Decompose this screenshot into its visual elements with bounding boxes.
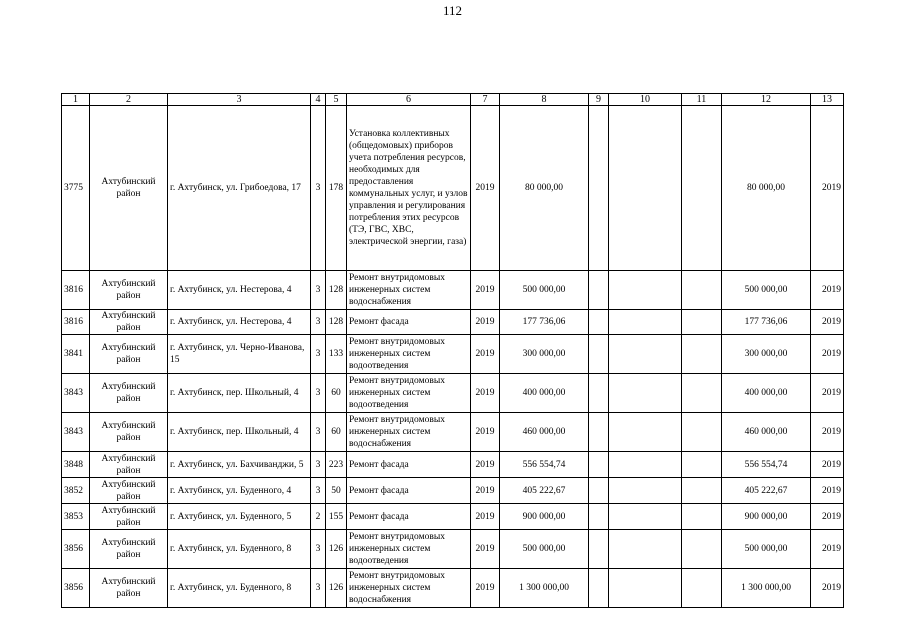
column-header-4: 4 — [311, 94, 326, 106]
floors-cell: 3 — [311, 335, 326, 374]
total-cost-cell: 80 000,00 — [500, 106, 589, 271]
address-cell: г. Ахтубинск, ул. Нестерова, 4 — [168, 310, 311, 335]
fund-cost-cell: 460 000,00 — [722, 413, 811, 452]
end-year-cell: 2019 — [811, 569, 844, 608]
col-11-cell — [682, 478, 722, 504]
column-header-8: 8 — [500, 94, 589, 106]
apartments-cell: 223 — [326, 452, 347, 478]
col-11-cell — [682, 374, 722, 413]
col-10-cell — [609, 504, 682, 530]
apartments-cell: 128 — [326, 310, 347, 335]
col-9-cell — [589, 504, 609, 530]
col-9-cell — [589, 478, 609, 504]
object-number-cell: 3843 — [62, 413, 90, 452]
column-header-6: 6 — [347, 94, 471, 106]
col-10-cell — [609, 271, 682, 310]
district-cell: Ахтубинский район — [90, 478, 168, 504]
column-header-1: 1 — [62, 94, 90, 106]
object-number-cell: 3856 — [62, 569, 90, 608]
end-year-cell: 2019 — [811, 310, 844, 335]
table-row — [62, 106, 844, 271]
fund-cost-cell: 1 300 000,00 — [722, 569, 811, 608]
end-year-cell: 2019 — [811, 530, 844, 569]
column-header-7: 7 — [471, 94, 500, 106]
table-row — [62, 374, 844, 413]
object-number-cell: 3853 — [62, 504, 90, 530]
column-header-9: 9 — [589, 94, 609, 106]
table-row — [62, 413, 844, 452]
total-cost-cell: 460 000,00 — [500, 413, 589, 452]
col-9-cell — [589, 452, 609, 478]
district-cell: Ахтубинский район — [90, 335, 168, 374]
col-10-cell — [609, 478, 682, 504]
repair-program-table — [61, 93, 844, 608]
apartments-cell: 128 — [326, 271, 347, 310]
work-type-cell: Ремонт фасада — [347, 478, 471, 504]
apartments-cell: 50 — [326, 478, 347, 504]
address-cell: г. Ахтубинск, ул. Буденного, 4 — [168, 478, 311, 504]
end-year-cell: 2019 — [811, 478, 844, 504]
start-year-cell: 2019 — [471, 530, 500, 569]
fund-cost-cell: 177 736,06 — [722, 310, 811, 335]
apartments-cell: 178 — [326, 106, 347, 271]
col-9-cell — [589, 271, 609, 310]
start-year-cell: 2019 — [471, 310, 500, 335]
total-cost-cell: 405 222,67 — [500, 478, 589, 504]
work-type-cell: Ремонт фасада — [347, 310, 471, 335]
end-year-cell: 2019 — [811, 374, 844, 413]
address-cell: г. Ахтубинск, ул. Буденного, 8 — [168, 569, 311, 608]
floors-cell: 3 — [311, 413, 326, 452]
page-number: 112 — [442, 3, 463, 18]
end-year-cell: 2019 — [811, 335, 844, 374]
district-cell: Ахтубинский район — [90, 569, 168, 608]
start-year-cell: 2019 — [471, 335, 500, 374]
object-number-cell: 3848 — [62, 452, 90, 478]
start-year-cell: 2019 — [471, 374, 500, 413]
total-cost-cell: 556 554,74 — [500, 452, 589, 478]
end-year-cell: 2019 — [811, 413, 844, 452]
object-number-cell: 3816 — [62, 310, 90, 335]
table-row — [62, 530, 844, 569]
fund-cost-cell: 500 000,00 — [722, 271, 811, 310]
floors-cell: 3 — [311, 106, 326, 271]
work-type-cell: Ремонт внутридомовых инженерных систем водоснабжения — [347, 271, 471, 310]
floors-cell: 3 — [311, 530, 326, 569]
address-cell: г. Ахтубинск, пер. Школьный, 4 — [168, 413, 311, 452]
address-cell: г. Ахтубинск, ул. Черно-Иванова, 15 — [168, 335, 311, 374]
table-row — [62, 452, 844, 478]
floors-cell: 3 — [311, 374, 326, 413]
col-11-cell — [682, 452, 722, 478]
start-year-cell: 2019 — [471, 478, 500, 504]
fund-cost-cell: 300 000,00 — [722, 335, 811, 374]
start-year-cell: 2019 — [471, 106, 500, 271]
object-number-cell: 3843 — [62, 374, 90, 413]
header-row — [62, 94, 844, 106]
apartments-cell: 155 — [326, 504, 347, 530]
col-10-cell — [609, 569, 682, 608]
address-cell: г. Ахтубинск, ул. Грибоедова, 17 — [168, 106, 311, 271]
total-cost-cell: 900 000,00 — [500, 504, 589, 530]
work-type-cell: Ремонт внутридомовых инженерных систем водоотведения — [347, 335, 471, 374]
col-11-cell — [682, 504, 722, 530]
address-cell: г. Ахтубинск, ул. Нестерова, 4 — [168, 271, 311, 310]
district-cell: Ахтубинский район — [90, 452, 168, 478]
col-10-cell — [609, 413, 682, 452]
district-cell: Ахтубинский район — [90, 106, 168, 271]
end-year-cell: 2019 — [811, 452, 844, 478]
col-10-cell — [609, 310, 682, 335]
district-cell: Ахтубинский район — [90, 530, 168, 569]
work-type-cell: Ремонт фасада — [347, 452, 471, 478]
object-number-cell: 3856 — [62, 530, 90, 569]
col-9-cell — [589, 530, 609, 569]
col-10-cell — [609, 106, 682, 271]
work-type-cell: Ремонт внутридомовых инженерных систем водоотведения — [347, 530, 471, 569]
floors-cell: 3 — [311, 569, 326, 608]
start-year-cell: 2019 — [471, 271, 500, 310]
col-9-cell — [589, 310, 609, 335]
total-cost-cell: 500 000,00 — [500, 530, 589, 569]
address-cell: г. Ахтубинск, пер. Школьный, 4 — [168, 374, 311, 413]
address-cell: г. Ахтубинск, ул. Бахчиванджи, 5 — [168, 452, 311, 478]
floors-cell: 3 — [311, 310, 326, 335]
address-cell: г. Ахтубинск, ул. Буденного, 8 — [168, 530, 311, 569]
object-number-cell: 3852 — [62, 478, 90, 504]
col-11-cell — [682, 271, 722, 310]
column-header-3: 3 — [168, 94, 311, 106]
floors-cell: 3 — [311, 271, 326, 310]
total-cost-cell: 177 736,06 — [500, 310, 589, 335]
total-cost-cell: 500 000,00 — [500, 271, 589, 310]
col-10-cell — [609, 530, 682, 569]
col-11-cell — [682, 569, 722, 608]
col-9-cell — [589, 335, 609, 374]
col-11-cell — [682, 106, 722, 271]
fund-cost-cell: 80 000,00 — [722, 106, 811, 271]
col-9-cell — [589, 374, 609, 413]
col-10-cell — [609, 335, 682, 374]
fund-cost-cell: 556 554,74 — [722, 452, 811, 478]
start-year-cell: 2019 — [471, 569, 500, 608]
column-header-5: 5 — [326, 94, 347, 106]
fund-cost-cell: 500 000,00 — [722, 530, 811, 569]
start-year-cell: 2019 — [471, 504, 500, 530]
total-cost-cell: 400 000,00 — [500, 374, 589, 413]
start-year-cell: 2019 — [471, 452, 500, 478]
apartments-cell: 60 — [326, 413, 347, 452]
work-type-cell: Ремонт внутридомовых инженерных систем водоснабжения — [347, 569, 471, 608]
table-row — [62, 271, 844, 310]
work-type-cell: Ремонт фасада — [347, 504, 471, 530]
work-type-cell: Установка коллективных (общедомовых) приборов учета потребления ресурсов, необходимых для предоставления коммунальных услуг, и узлов управления и регулирования потребления этих ресурсов (ТЭ, ГВС, ХВС, электрической энергии, газа) — [347, 106, 471, 271]
address-cell: г. Ахтубинск, ул. Буденного, 5 — [168, 504, 311, 530]
col-9-cell — [589, 106, 609, 271]
col-9-cell — [589, 569, 609, 608]
apartments-cell: 60 — [326, 374, 347, 413]
work-type-cell: Ремонт внутридомовых инженерных систем водоотведения — [347, 374, 471, 413]
floors-cell: 3 — [311, 452, 326, 478]
floors-cell: 2 — [311, 504, 326, 530]
end-year-cell: 2019 — [811, 271, 844, 310]
fund-cost-cell: 400 000,00 — [722, 374, 811, 413]
column-header-11: 11 — [682, 94, 722, 106]
work-type-cell: Ремонт внутридомовых инженерных систем водоснабжения — [347, 413, 471, 452]
col-9-cell — [589, 413, 609, 452]
col-11-cell — [682, 413, 722, 452]
district-cell: Ахтубинский район — [90, 374, 168, 413]
apartments-cell: 126 — [326, 569, 347, 608]
table-body — [62, 106, 844, 608]
table-row — [62, 478, 844, 504]
district-cell: Ахтубинский район — [90, 504, 168, 530]
district-cell: Ахтубинский район — [90, 413, 168, 452]
total-cost-cell: 300 000,00 — [500, 335, 589, 374]
fund-cost-cell: 900 000,00 — [722, 504, 811, 530]
fund-cost-cell: 405 222,67 — [722, 478, 811, 504]
end-year-cell: 2019 — [811, 504, 844, 530]
col-11-cell — [682, 310, 722, 335]
apartments-cell: 133 — [326, 335, 347, 374]
column-header-12: 12 — [722, 94, 811, 106]
col-11-cell — [682, 530, 722, 569]
district-cell: Ахтубинский район — [90, 310, 168, 335]
object-number-cell: 3841 — [62, 335, 90, 374]
object-number-cell: 3775 — [62, 106, 90, 271]
floors-cell: 3 — [311, 478, 326, 504]
table-row — [62, 310, 844, 335]
col-10-cell — [609, 452, 682, 478]
object-number-cell: 3816 — [62, 271, 90, 310]
district-cell: Ахтубинский район — [90, 271, 168, 310]
col-10-cell — [609, 374, 682, 413]
column-header-10: 10 — [609, 94, 682, 106]
end-year-cell: 2019 — [811, 106, 844, 271]
total-cost-cell: 1 300 000,00 — [500, 569, 589, 608]
col-11-cell — [682, 335, 722, 374]
table-row — [62, 504, 844, 530]
apartments-cell: 126 — [326, 530, 347, 569]
table-row — [62, 335, 844, 374]
column-header-13: 13 — [811, 94, 844, 106]
table-row — [62, 569, 844, 608]
start-year-cell: 2019 — [471, 413, 500, 452]
column-header-2: 2 — [90, 94, 168, 106]
